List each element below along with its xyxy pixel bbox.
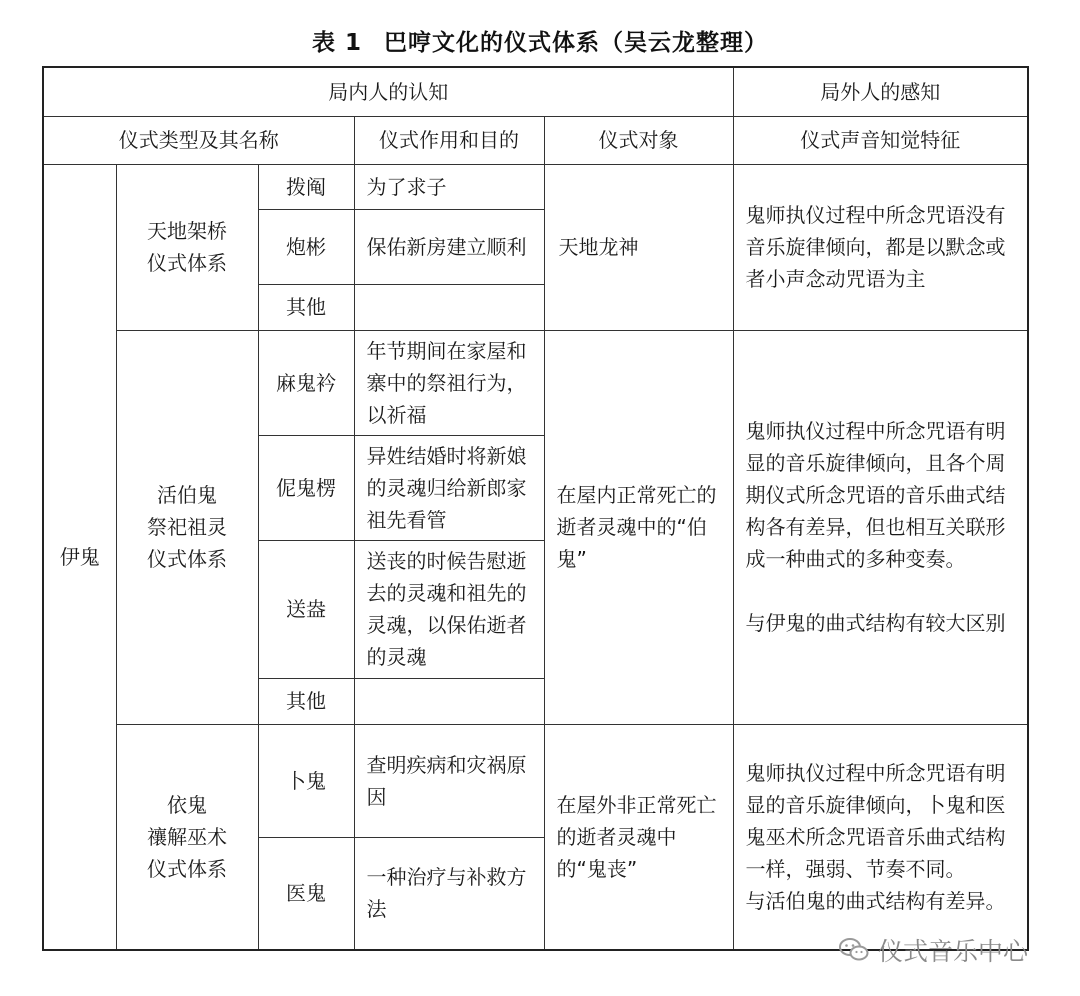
table-number: 表 1	[311, 30, 362, 56]
table-caption	[0, 24, 1080, 57]
rite-purpose: 查明疾病和灾祸原因	[354, 724, 544, 837]
rite-name: 麻鬼衿	[258, 330, 354, 435]
header-sound: 仪式声音知觉特征	[733, 116, 1028, 164]
header-outsider: 局外人的感知	[733, 67, 1028, 116]
rite-purpose: 保佑新房建立顺利	[354, 209, 544, 284]
watermark	[838, 930, 1028, 970]
rite-purpose: 异姓结婚时将新娘的灵魂归给新郎家祖先看管	[354, 435, 544, 540]
category-cell: 伊鬼	[43, 164, 116, 950]
sound-feature: 鬼师执仪过程中所念咒语有明显的音乐旋律倾向，卜鬼和医鬼巫术所念咒语音乐曲式结构一样，强弱、节奏不同。 与活伯鬼的曲式结构有差异。	[733, 724, 1028, 950]
header-purpose: 仪式作用和目的	[354, 116, 544, 164]
ritual-object: 天地龙神	[544, 164, 733, 330]
rite-name: 拨阄	[258, 164, 354, 209]
sound-feature: 鬼师执仪过程中所念咒语没有音乐旋律倾向，都是以默念或者小声念动咒语为主	[733, 164, 1028, 330]
group-name: 天地架桥 仪式体系	[116, 164, 258, 330]
rite-name: 其他	[258, 678, 354, 724]
rite-name: 其他	[258, 284, 354, 330]
table-title: 巴哼文化的仪式体系（吴云龙整理）	[384, 30, 768, 56]
group-name: 依鬼 禳解巫术 仪式体系	[116, 724, 258, 950]
watermark-text: 仪式音乐中心	[878, 937, 1029, 966]
header-object: 仪式对象	[544, 116, 733, 164]
rite-name: 医鬼	[258, 837, 354, 950]
header-insider: 局内人的认知	[43, 67, 733, 116]
ritual-system-table	[42, 66, 1029, 951]
group-name: 活伯鬼 祭祀祖灵 仪式体系	[116, 330, 258, 724]
ritual-object: 在屋外非正常死亡的逝者灵魂中的“鬼丧”	[544, 724, 733, 950]
rite-purpose: 一种治疗与补救方法	[354, 837, 544, 950]
rite-purpose: 为了求子	[354, 164, 544, 209]
rite-name: 送盎	[258, 540, 354, 678]
rite-purpose: 送丧的时候告慰逝去的灵魂和祖先的灵魂，以保佑逝者的灵魂	[354, 540, 544, 678]
rite-purpose	[354, 678, 544, 724]
sound-feature: 鬼师执仪过程中所念咒语有明显的音乐旋律倾向，且各个周期仪式所念咒语的音乐曲式结构各有差异，但也相互关联形成一种曲式的多种变奏。 与伊鬼的曲式结构有较大区别	[733, 330, 1028, 724]
wechat-icon	[838, 936, 870, 964]
ritual-object: 在屋内正常死亡的逝者灵魂中的“伯鬼”	[544, 330, 733, 724]
rite-purpose: 年节期间在家屋和寨中的祭祖行为，以祈福	[354, 330, 544, 435]
rite-name: 卜鬼	[258, 724, 354, 837]
header-ritual-type: 仪式类型及其名称	[43, 116, 354, 164]
rite-purpose	[354, 284, 544, 330]
rite-name: 伲鬼楞	[258, 435, 354, 540]
rite-name: 炮彬	[258, 209, 354, 284]
